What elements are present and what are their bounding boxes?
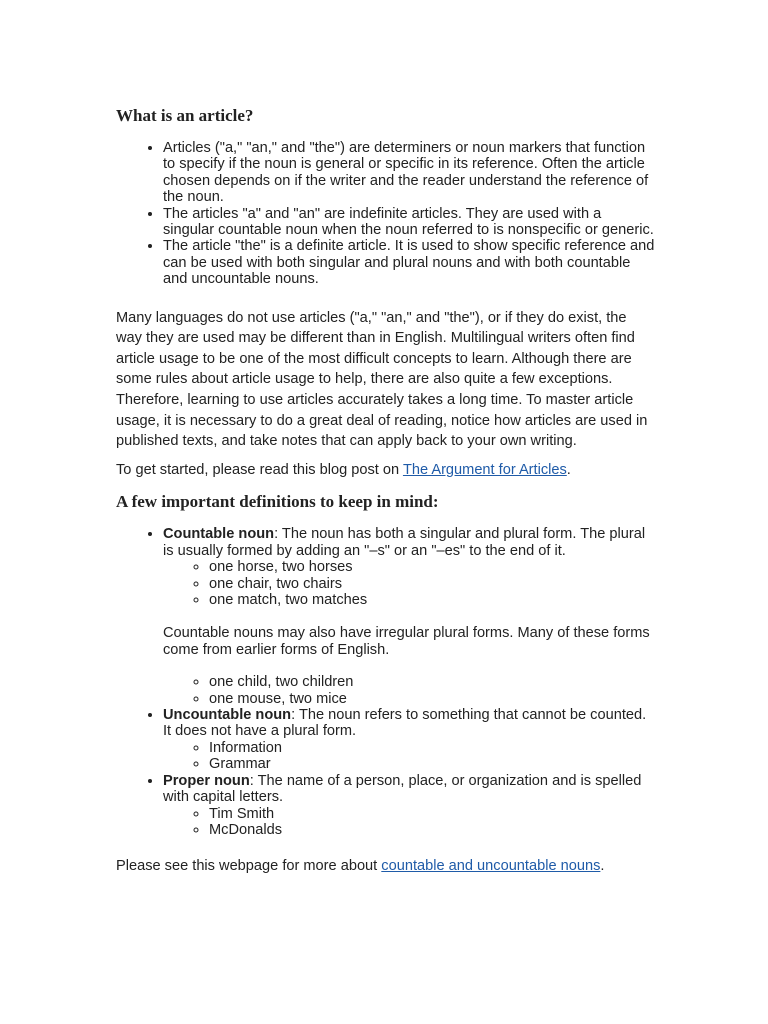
- countable-examples: [163, 559, 656, 608]
- example-item: ◦ one child, two children: [209, 674, 656, 690]
- example-item: ◦ Tim Smith: [209, 806, 656, 822]
- get-started-line: [116, 460, 656, 481]
- example-item: ◦ one horse, two horses: [209, 559, 656, 575]
- intro-bullet-3: • The article "the" is a definite article. It is used to show specific reference and can be used with both singular and plural nouns and with both countable and uncountable nouns.: [163, 238, 656, 287]
- footer-prefix: Please see this webpage for more about: [116, 858, 382, 875]
- heading-what-is-article: What is an article?: [116, 106, 254, 125]
- example-item: ◦ one chair, two chairs: [209, 576, 656, 592]
- example-item: ◦ one match, two matches: [209, 592, 656, 608]
- example-item: ◦ Grammar: [209, 756, 656, 772]
- irregular-examples: [163, 674, 656, 707]
- get-started-suffix: .: [566, 461, 571, 478]
- countable-definition: : The noun has both a singular and plural form. The plural is usually formed by adding an "–s" or an "–es" to the end of it.: [163, 526, 646, 559]
- uncountable-definition: : The noun refers to something that cannot be counted. It does not have a plural form.: [163, 707, 647, 740]
- countable-uncountable-link[interactable]: countable and uncountable nouns: [381, 858, 601, 875]
- uncountable-examples: [163, 740, 656, 773]
- proper-term: Proper noun: [163, 772, 250, 789]
- irregular-plural-note: Countable nouns may also have irregular plural forms. Many of these forms come from earlier forms of English.: [163, 625, 650, 658]
- definition-proper: [163, 773, 656, 839]
- example-item: ◦ McDonalds: [209, 822, 656, 838]
- uncountable-term: Uncountable noun: [163, 707, 292, 724]
- definition-countable: [163, 526, 656, 707]
- countable-term: Countable noun: [163, 526, 275, 543]
- definitions-list: [116, 526, 656, 838]
- footer-line: [116, 858, 656, 874]
- example-item: ◦ Information: [209, 740, 656, 756]
- get-started-prefix: To get started, please read this blog post on: [116, 461, 403, 478]
- footer-suffix: .: [600, 858, 605, 875]
- proper-examples: [163, 806, 656, 839]
- argument-for-articles-link[interactable]: The Argument for Articles: [402, 461, 567, 478]
- example-item: ◦ one mouse, two mice: [209, 691, 656, 707]
- document-content: [116, 104, 656, 889]
- intro-bullet-2: • The articles "a" and "an" are indefinite articles. They are used with a singular countable noun when the noun referred to is nonspecific or generic.: [163, 206, 656, 239]
- intro-bullet-list: [116, 140, 656, 288]
- proper-definition: : The name of a person, place, or organization and is spelled with capital letters.: [163, 772, 642, 806]
- definition-uncountable: [163, 707, 656, 773]
- heading-definitions: A few important definitions to keep in mind:: [116, 492, 439, 512]
- article-usage-paragraph: Many languages do not use articles ("a," "an," and "the"), or if they do exist, the way they are used may be different than in English. Multilingual writers often find article usage to be one of the most difficult concepts to learn. Although there are some rules about article usage to help, there are also quite a few exceptions. Therefore, learning to use articles accurately takes a long time. To master article usage, it is necessary to do a great deal of reading, notice how articles are used in published texts, and take notes that can apply back to your own writing.: [116, 309, 648, 450]
- intro-bullet-1: • Articles ("a," "an," and "the") are determiners or noun markers that function to specify if the noun is general or specific in its reference. Often the article chosen depends on if the writer and the reader understand the reference of the noun.: [163, 140, 656, 206]
